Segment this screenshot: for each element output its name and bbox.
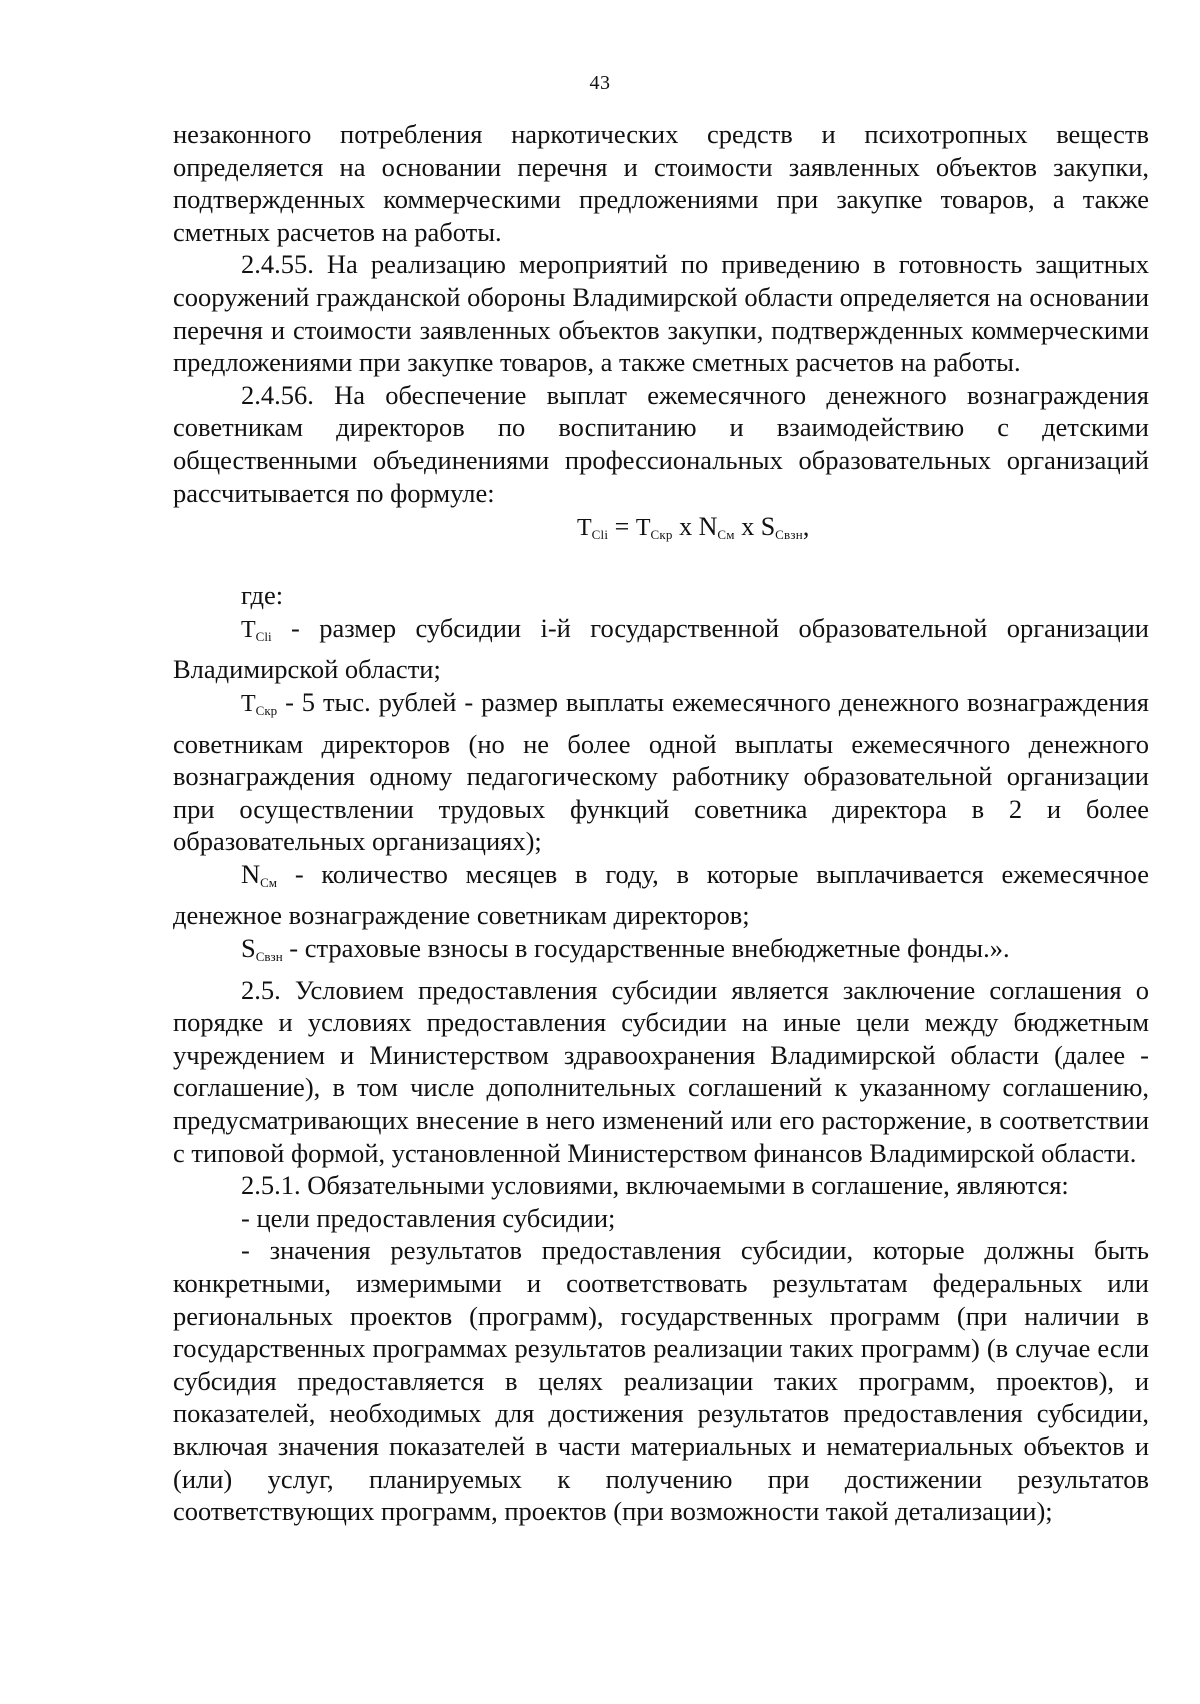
definition-symbol: Т bbox=[241, 616, 256, 643]
paragraph-2-5: 2.5. Условием предоставления субсидии является заключение соглашения о порядке и условиях предоставления субсидии на иные цели между бюджетным учреждением и Министерством здравоохранения Владимирской области (далее - соглашение), в том числе дополнительных соглашений к указанному соглашению, предусматривающих внесение в него изменений или его расторжение, в соответствии с типовой формой, установленной Министерством финансов Владимирской области. bbox=[173, 974, 1149, 1168]
definition-t-skr bbox=[173, 686, 1149, 858]
definition-s-svzn bbox=[173, 932, 1149, 974]
definition-subscript: Свзн bbox=[255, 949, 283, 965]
definition-text: - 5 тыс. рублей - размер выплаты ежемесячного денежного вознаграждения советникам директоров (но не более одной выплаты ежемесячного денежного вознаграждения одному педагогическому работнику образовательной организации при осуществлении трудовых функций советника директора в 2 и более образовательных организациях); bbox=[173, 686, 1149, 857]
formula-subscript-skr: Скр bbox=[650, 527, 673, 543]
list-item-goals: - цели предоставления субсидии; bbox=[241, 1202, 616, 1233]
document-body bbox=[173, 118, 1149, 1528]
definition-text: - количество месяцев в году, в которые выплачивается ежемесячное денежное вознаграждение советникам директоров; bbox=[173, 858, 1149, 931]
formula-comma: , bbox=[802, 512, 810, 542]
formula-symbol-s: S bbox=[760, 512, 776, 542]
page-number: 43 bbox=[589, 72, 611, 94]
formula-symbol-t-skr: Т bbox=[635, 515, 651, 542]
formula-multiply-1: х bbox=[672, 512, 699, 542]
formula-equals: = bbox=[608, 512, 636, 542]
formula-symbol-n: N bbox=[698, 512, 718, 542]
paragraph-2-4-56: 2.4.56. На обеспечение выплат ежемесячного денежного вознаграждения советникам директоров по воспитанию и взаимодействию с детскими общественными объединениями профессиональных образовательных организаций рассчитывается по формуле: bbox=[173, 379, 1149, 508]
definition-text: - страховые взносы в государственные внебюджетные фонды.». bbox=[282, 933, 1010, 964]
definition-symbol: S bbox=[241, 933, 256, 964]
formula-multiply-2: х bbox=[734, 512, 761, 542]
formula-subscript-cli: Cli bbox=[591, 527, 609, 543]
definition-subscript: Скр bbox=[255, 702, 278, 718]
where-label: где: bbox=[241, 580, 284, 611]
list-item-results: - значения результатов предоставления субсидии, которые должны быть конкретными, измеримыми и соответствовать результатам федеральных или региональных проектов (программ), государственных программ (при наличии в государственных программах результатов реализации таких программ) (в случае если субсидия предоставляется в целях реализации таких программ, проектов), и показателей, необходимых для достижения результатов предоставления субсидии, включая значения показателей в части материальных и нематериальных объектов и (или) услуг, планируемых к получению при достижении результатов соответствующих программ, проектов (при возможности такой детализации); bbox=[173, 1235, 1149, 1527]
formula bbox=[173, 511, 1149, 543]
formula-symbol-t: Т bbox=[577, 515, 592, 542]
definition-symbol: Т bbox=[241, 690, 256, 717]
formula-subscript-svzn: Свзн bbox=[775, 527, 803, 543]
paragraph-2-4-55: 2.4.55. На реализацию мероприятий по приведению в готовность защитных сооружений гражданской обороны Владимирской области определяется на основании перечня и стоимости заявленных объектов закупки, подтвержденных коммерческими предложениями при закупке товаров, а также сметных расчетов на работы. bbox=[173, 249, 1149, 378]
paragraph-continuation: незаконного потребления наркотических средств и психотропных веществ определяется на основании перечня и стоимости заявленных объектов закупки, подтвержденных коммерческими предложениями при закупке товаров, а также сметных расчетов на работы. bbox=[173, 119, 1149, 247]
definition-subscript: Cli bbox=[255, 628, 272, 644]
definition-n-sm bbox=[173, 858, 1149, 932]
definition-t-cli bbox=[173, 612, 1149, 686]
formula-subscript-sm: См bbox=[717, 527, 735, 543]
definition-symbol: N bbox=[241, 858, 261, 889]
definition-subscript: См bbox=[260, 874, 278, 890]
paragraph-2-5-1: 2.5.1. Обязательными условиями, включаемыми в соглашение, являются: bbox=[241, 1170, 1069, 1201]
spacer bbox=[173, 543, 1149, 579]
definition-text: - размер субсидии i-й государственной образовательной организации Владимирской области; bbox=[173, 612, 1149, 685]
